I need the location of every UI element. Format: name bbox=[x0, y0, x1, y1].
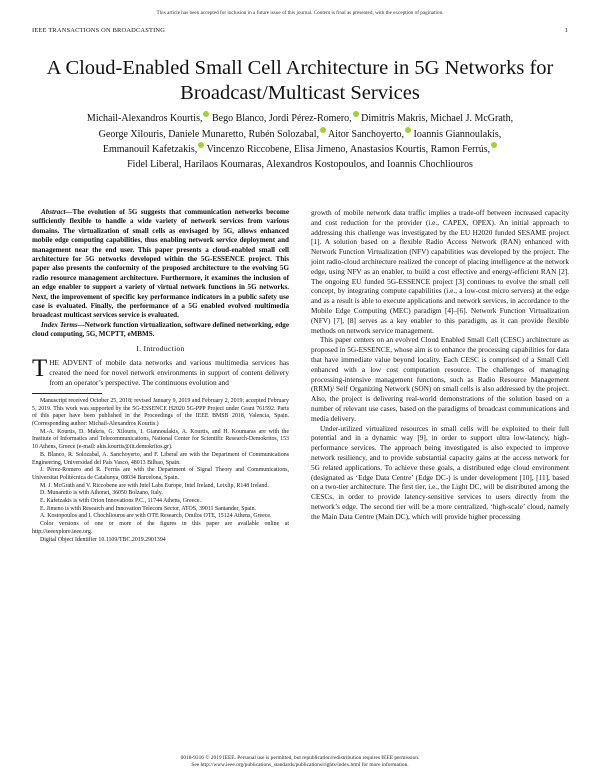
index-terms-label: Index Terms— bbox=[41, 320, 85, 329]
footnote: Manuscript received October 25, 2018; revised January 9, 2019 and February 2, 2019; accepted February 5, 2019. This work was supported by the 5G-ESSENCE H2020 5G-PPP Project under Grant 761592. Parts of this paper have been published in the Proceedings of the IEEE BMSB 2018, Valencia, Spain. (Corresponding author: Michail-Alexandros Kourtis.) bbox=[32, 397, 289, 427]
body-paragraph: This paper centers on an evolved Cloud Enabled Small Cell (CESC) architecture as proposed in 5G-ESSENCE, whose aim is to enhance the processing capabilities for data that have immediate value beyond locality. Each CESC is comprised of a Small Cell enhanced with a low cost computation resource. The challenges of managing processing-intensive management functions, such as Radio Resource Management (RRM)/ Self Organizing Network (SON) on small cells is also addressed by the project. Also, the project is delivering real-world demonstrations of the solution based on a number of relevant use cases, based on the paradigms of broadcast communications and media delivery. bbox=[311, 335, 569, 423]
rights-link[interactable]: See http://www.ieee.org/publications_standards/publications/rights/index.html for more information. bbox=[191, 762, 409, 769]
footnote[interactable]: Color versions of one or more of the figures in this paper are available online at http://ieeexplore.ieee.org. bbox=[32, 521, 289, 535]
drop-cap: T bbox=[32, 355, 48, 383]
footnote: A. Kostopoulos and I. Chochliouros are with OTE Research, Omilos OTE, 15124 Athens, Greece. bbox=[40, 513, 272, 520]
body-paragraph: growth of mobile network data traffic implies a trade-off between increased capacity and cost reduction for the provider (i.e., CAPEX, OPEX). An initial approach to addressing this challenge was investigated by the EU H2020 funded SESAME project [1]. A solution based on a flexible Radio Access Network (RAN) enhanced with Network Function Virtualization (NFV) capabilities was developed by the project. The joint radio-cloud architecture realized the concept of placing intelligence at the network edge, using NFV as an enabler, to build a cost effective and energy-efficient RAN [2]. The ongoing EU funded 5G-ESSENCE project [3] continues to evolve the small cell concept, by integrating compute capabilities (i.e., a low-cost micro servers) at the edge and as a result is able to execute applications and network services, in accordance to the Mobile Edge Computing (MEC) paradigm [4]–[6]. Network Function Virtualization (NFV) [7], [8] serves as a key enabler to this paradigm, as it can provide flexible methods on network service management. bbox=[311, 208, 569, 335]
orcid-icon[interactable] bbox=[491, 142, 497, 148]
page-number: 1 bbox=[564, 27, 568, 34]
abstract-label: Abstract— bbox=[41, 208, 73, 216]
journal-name: IEEE TRANSACTIONS ON BROADCASTING bbox=[32, 27, 166, 34]
index-terms bbox=[32, 321, 289, 340]
running-head bbox=[32, 27, 568, 34]
author-text: Dimitris Makris, Michael J. McGrath, bbox=[361, 113, 514, 124]
footnote-rule bbox=[32, 393, 102, 394]
copyright-footer bbox=[0, 755, 600, 769]
author-text: Ioannis Giannoulakis, bbox=[413, 128, 502, 140]
author-line-4: Fidel Liberal, Harilaos Koumaras, Alexandros Kostopoulos, and Ioannis Chochliouros bbox=[127, 158, 473, 170]
author-text: Michail-Alexandros Kourtis, bbox=[86, 113, 203, 124]
left-column bbox=[32, 208, 289, 544]
copyright-line: 0018-9316 © 2019 IEEE. Personal use is permitted, but republication/redistribution requires IEEE permission. bbox=[180, 755, 420, 761]
section-heading: I. Introduction bbox=[136, 343, 185, 353]
footnote: E. Jimeno is with Research and Innovation Telecom Sector, ATOS, 39011 Santander, Spain. bbox=[40, 505, 257, 512]
footnote: M.-A. Kourtis, D. Makris, G. Xilouris, I. Giannoulakis, A. Kourtis, and H. Koumaras are with the Institute of Informatics and Telecommunications, National Center for Scientific Research-Demokritos, 153 10 Athens, Greece (e-mail: akis.kourtis@iit.demokritos.gr). bbox=[32, 428, 289, 451]
author-line-2 bbox=[40, 127, 560, 143]
author-line-3 bbox=[40, 142, 560, 158]
orcid-icon[interactable] bbox=[353, 111, 359, 117]
author-list bbox=[40, 111, 560, 172]
author-text: Aitor Sanchoyerto, bbox=[327, 128, 405, 140]
footnote: B. Blanco, R. Solozabal, A. Sanchoyerto, and F. Liberal are with the Department of Communications Engineering, Universidad del País Vasco, 48013 Bilbao, Spain. bbox=[32, 451, 289, 466]
footnote: E. Kafetzakis is with Orion Innovations P.C., 11744 Athens, Greece. bbox=[40, 498, 201, 505]
footnote: D. Munaretto is with Athonet, 36050 Bolzano, Italy. bbox=[40, 490, 163, 497]
footnotes bbox=[32, 398, 289, 544]
author-line-1 bbox=[40, 111, 560, 127]
footnote-doi: Digital Object Identifier 10.1109/TBC.2019.2901394 bbox=[40, 536, 166, 543]
acceptance-notice: This article has been accepted for inclusion in a future issue of this journal. Content is final as presented, with the exception of pagination. bbox=[156, 10, 444, 16]
paper-title: A Cloud-Enabled Small Cell Architecture in 5G Networks for Broadcast/Multicast Services bbox=[46, 57, 554, 104]
index-terms-text: Network function virtualization, software defined networking, edge cloud computing, 5G, MCPTT, eMBMS. bbox=[32, 320, 290, 339]
intro-text: of mobile data networks and various multimedia services has created the need for novel network environments in support of content delivery from an operator’s perspective. The continuous evolution and bbox=[49, 358, 289, 388]
body-paragraph: Under-utilized virtualized resources in small cells will be exploited to their full potential and in a dynamic way [9], in order to support ultra low-latency, high-performance services. The approach being investigated is also expected to improve network resiliency, and to provide substantial capacity gains at the access network for 5G related applications. To achieve these goals, a distributed edge cloud environment (designated as ‘Edge Data Centre’ (Edge DC-) is under development [10], [11], based on a two-tier architecture. The first tier, i.e., the Light DC, will be distributed among the CESCs, in order to provide latency-sensitive services to users directly from the network’s edge. The second tier will be a more centralized, ‘high-scale’ cloud, namely the Main Data Centre (Main DC), which will provide higher processing bbox=[311, 423, 569, 521]
orcid-icon[interactable] bbox=[320, 127, 326, 133]
author-text: George Xilouris, Daniele Munaretto, Rubén Solozabal, bbox=[98, 128, 319, 140]
abstract-text: The evolution of 5G suggests that communication networks become sufficiently flexible to handle a wide variety of network services from various domains. The virtualization of small cells as envisaged by 5G, allows enhanced mobile edge computing capabilities, thus enabling network service deployment and management near the end user. This paper presents a cloud-enabled small cell architecture for 5G networks developed within the 5G-ESSENCE project. This paper also presents the conformity of the proposed architecture to the evolving 5G radio resource management architecture. Furthermore, it examines the inclusion of an edge enabler to support a variety of virtual network functions in 5G networks. Next, the improvement of specific key performance indicators in a public safety use case is evaluated. Finally, the performance of a 5G enabled evolved multimedia broadcast multicast services service is evaluated. bbox=[32, 208, 289, 320]
orcid-icon[interactable] bbox=[405, 127, 411, 133]
author-text: Emmanouil Kafetzakis, bbox=[102, 144, 198, 155]
author-text: Vincenzo Riccobene, Elisa Jimeno, Anastasios Kourtis, Ramon Ferrús, bbox=[206, 144, 491, 155]
orcid-icon[interactable] bbox=[198, 142, 204, 148]
footnote: M. J. McGrath and V. Riccobene are with Intel Labs Europe, Intel Ireland, Leixlip, R148 Ireland. bbox=[40, 482, 269, 489]
lead-in: HE ADVENT bbox=[49, 358, 93, 368]
footnote: J. Pérez-Romero and R. Ferrús are with the Department of Signal Theory and Communications, Universitat Politècnica de Catalunya, 08034 Barcelona, Spain. bbox=[32, 467, 289, 481]
author-text: Bego Blanco, Jordi Pérez-Romero, bbox=[211, 113, 352, 124]
intro-paragraph bbox=[32, 355, 289, 388]
right-column bbox=[311, 208, 569, 522]
abstract bbox=[32, 208, 289, 321]
orcid-icon[interactable] bbox=[203, 111, 209, 117]
